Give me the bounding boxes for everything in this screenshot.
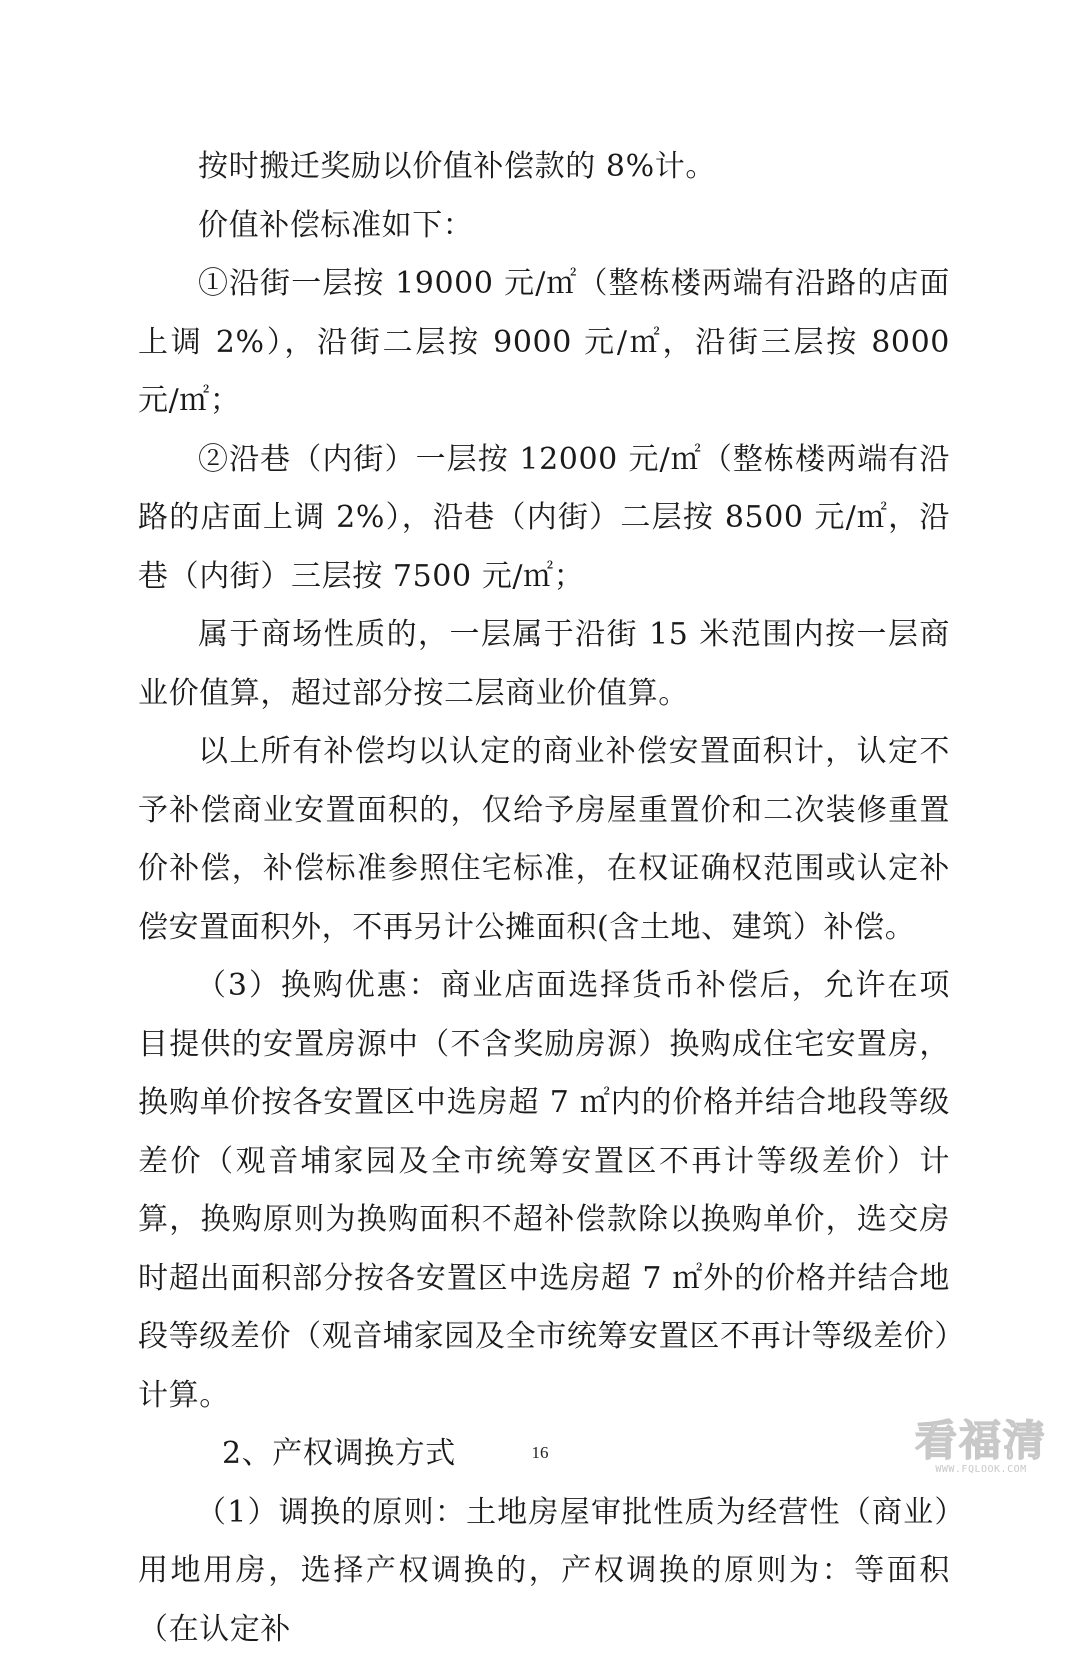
paragraph-1: 按时搬迁奖励以价值补偿款的 8%计。 [138, 138, 950, 197]
paragraph-2: 价值补偿标准如下： [138, 197, 950, 256]
watermark-logo-text: 看福清 [906, 1418, 1056, 1464]
watermark-logo [906, 1418, 1056, 1508]
paragraph-9: （1）调换的原则：土地房屋审批性质为经营性（商业）用地用房，选择产权调换的，产权调换的原则为：等面积（在认定补 [138, 1484, 950, 1659]
paragraph-4: ②沿巷（内街）一层按 12000 元/㎡（整栋楼两端有沿路的店面上调 2%），沿巷（内街）二层按 8500 元/㎡，沿巷（内街）三层按 7500 元/㎡； [138, 431, 950, 607]
paragraph-3: ①沿街一层按 19000 元/㎡（整栋楼两端有沿路的店面上调 2%），沿街二层按 9000 元/㎡，沿街三层按 8000 元/㎡； [138, 255, 950, 431]
page-number: 16 [0, 1443, 1080, 1463]
paragraph-5: 属于商场性质的，一层属于沿街 15 米范围内按一层商业价值算，超过部分按二层商业价值算。 [138, 606, 950, 723]
watermark-url: WWW.FQLOOK.COM [906, 1464, 1056, 1475]
body-text [138, 138, 950, 1659]
section-heading: 2、产权调换方式 [138, 1425, 950, 1484]
paragraph-7: （3）换购优惠：商业店面选择货币补偿后，允许在项目提供的安置房源中（不含奖励房源）换购成住宅安置房，换购单价按各安置区中选房超 7 ㎡内的价格并结合地段等级差价（观音埔家园及全市统筹安置区不再计等级差价）计算，换购原则为换购面积不超补偿款除以换购单价，选交房时超出面积部分按各安置区中选房超 7 ㎡外的价格并结合地段等级差价（观音埔家园及全市统筹安置区不再计等级差价）计算。 [138, 957, 950, 1425]
paragraph-6: 以上所有补偿均以认定的商业补偿安置面积计，认定不予补偿商业安置面积的，仅给予房屋重置价和二次装修重置价补偿，补偿标准参照住宅标准，在权证确权范围或认定补偿安置面积外，不再另计公摊面积(含土地、建筑）补偿。 [138, 723, 950, 957]
